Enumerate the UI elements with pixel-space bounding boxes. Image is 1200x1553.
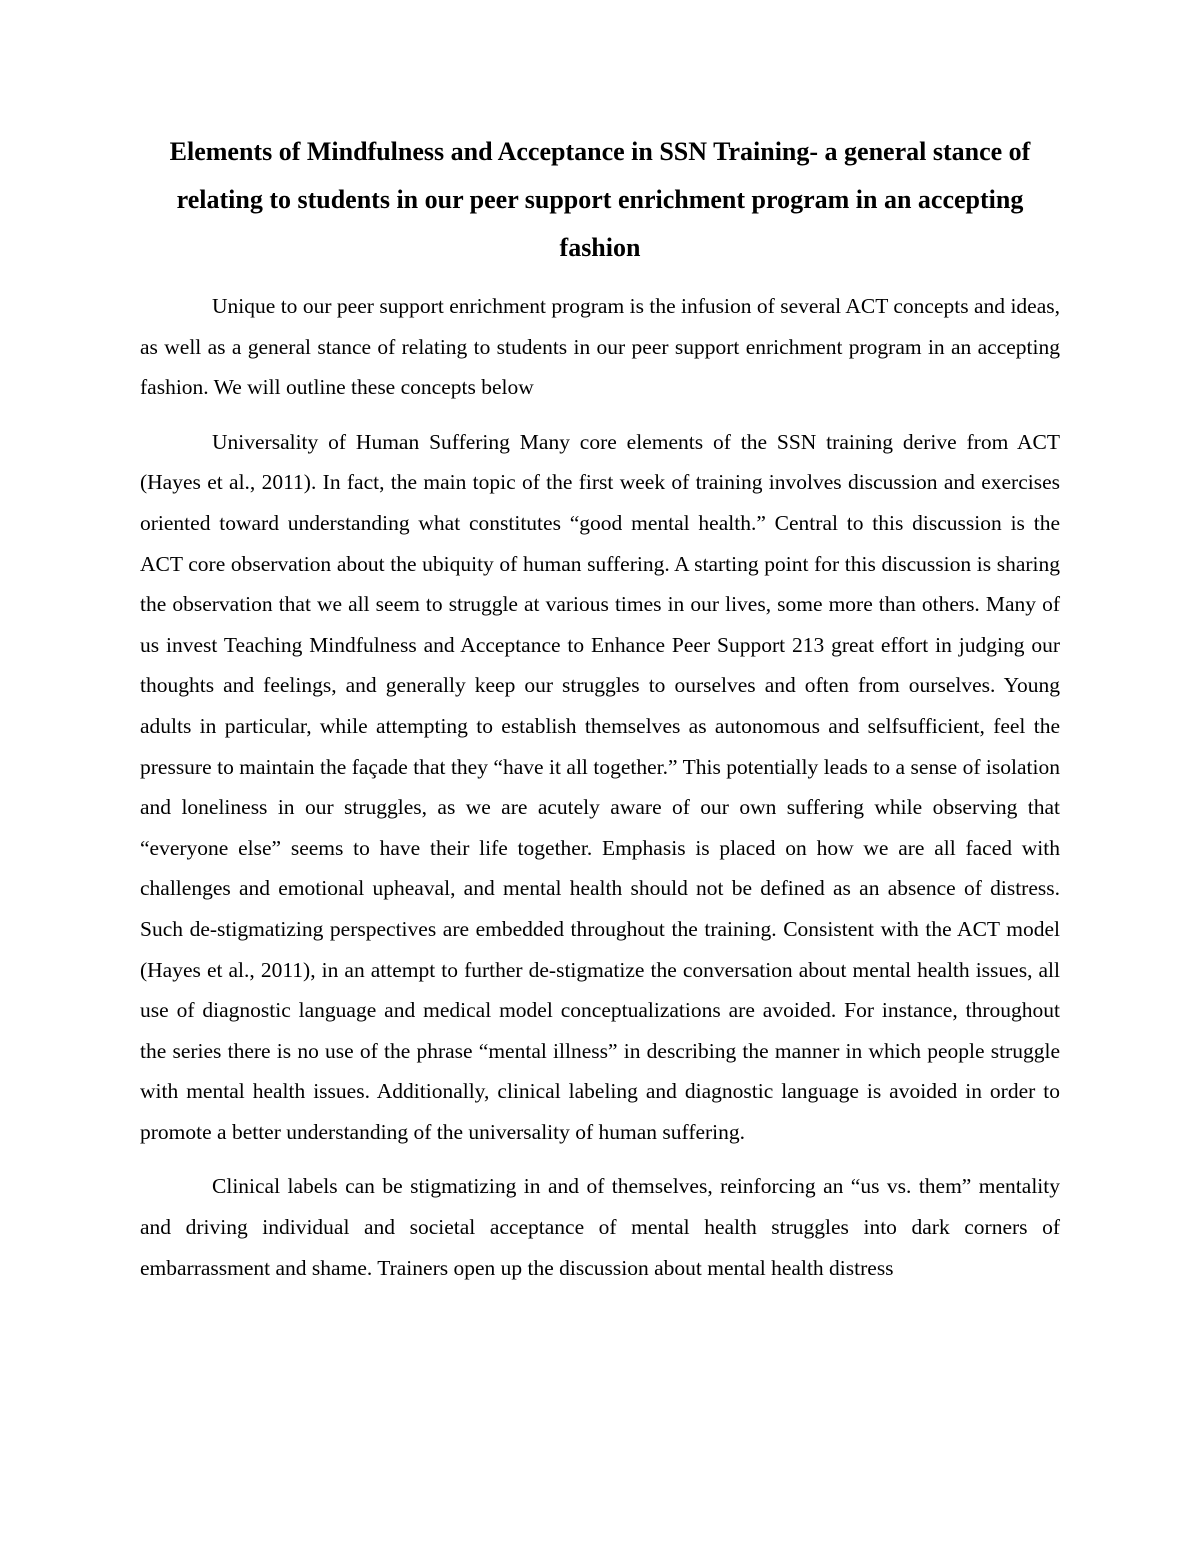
paragraph-universality: Universality of Human Suffering Many core elements of the SSN training derive from ACT (Hayes et al., 2011). In fact, the main topic of the first week of training involves discussion and exercises oriented toward understanding what constitutes “good mental health.” Central to this discussion is the ACT core observation about the ubiquity of human suffering. A starting point for this discussion is sharing the observation that we all seem to struggle at various times in our lives, some more than others. Many of us invest Teaching Mindfulness and Acceptance to Enhance Peer Support 213 great effort in judging our thoughts and feelings, and generally keep our struggles to ourselves and often from ourselves. Young adults in particular, while attempting to establish themselves as autonomous and selfsufficient, feel the pressure to maintain the façade that they “have it all together.” This potentially leads to a sense of isolation and loneliness in our struggles, as we are acutely aware of our own suffering while observing that “everyone else” seems to have their life together. Emphasis is placed on how we are all faced with challenges and emotional upheaval, and mental health should not be defined as an absence of distress. Such de-stigmatizing perspectives are embedded throughout the training. Consistent with the ACT model (Hayes et al., 2011), in an attempt to further de-stigmatize the conversation about mental health issues, all use of diagnostic language and medical model conceptualizations are avoided. For instance, throughout the series there is no use of the phrase “mental illness” in describing the manner in which people struggle with mental health issues. Additionally, clinical labeling and diagnostic language is avoided in order to promote a better understanding of the universality of human suffering. bbox=[140, 429, 1060, 1144]
paragraph-intro: Unique to our peer support enrichment program is the infusion of several ACT concepts and ideas, as well as a general stance of relating to students in our peer support enrichment program in an accepting fashion. We will outline these concepts below bbox=[140, 294, 1060, 400]
document-title: Elements of Mindfulness and Acceptance in SSN Training- a general stance of relating to students in our peer support enrichment program in an accepting fashion bbox=[169, 137, 1031, 262]
paragraph-clinical-labels: Clinical labels can be stigmatizing in and of themselves, reinforcing an “us vs. them” mentality and driving individual and societal acceptance of mental health struggles into dark corners of embarrassment and shame. Trainers open up the discussion about mental health distress bbox=[140, 1174, 1060, 1280]
document-page bbox=[140, 128, 1060, 1288]
